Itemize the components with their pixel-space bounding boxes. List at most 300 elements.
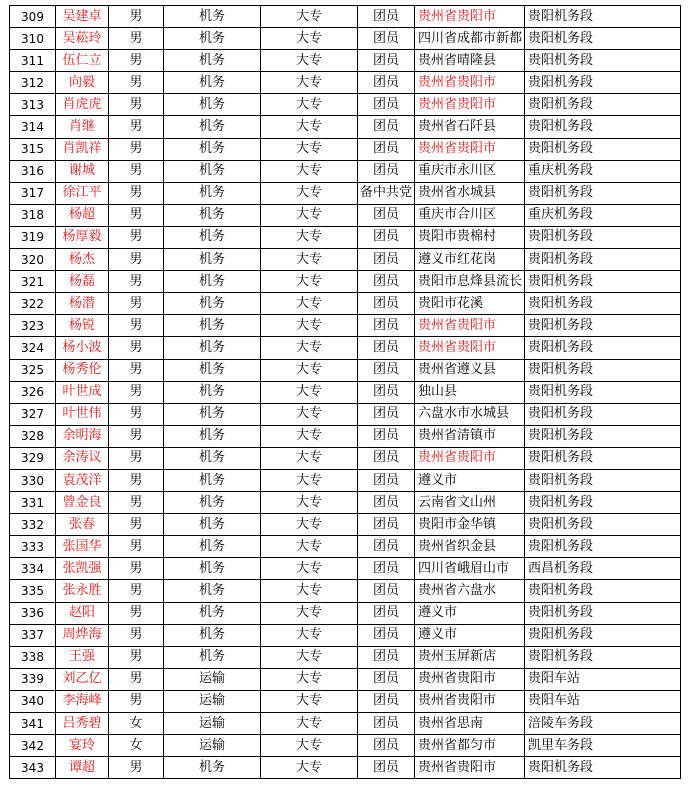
origin-cell: 贵州省六盘水 [415, 580, 525, 602]
table-row [10, 403, 681, 425]
education-cell: 大专 [261, 690, 358, 712]
origin-cell: 贵州玉屏新店 [415, 646, 525, 668]
major-cell: 机务 [164, 271, 261, 293]
gender-cell: 男 [109, 381, 164, 403]
political-status-cell: 团员 [358, 204, 415, 226]
origin-cell: 重庆市合川区 [415, 204, 525, 226]
major-cell: 运输 [164, 668, 261, 690]
name-cell: 肖虎虎 [56, 94, 109, 116]
row-number-cell: 323 [10, 315, 56, 337]
major-cell: 机务 [164, 337, 261, 359]
name-cell: 张国华 [56, 536, 109, 558]
table-row [10, 182, 681, 204]
row-number-cell: 329 [10, 447, 56, 469]
name-cell: 赵阳 [56, 602, 109, 624]
origin-cell: 贵州省遵义县 [415, 359, 525, 381]
origin-cell: 四川省成都市新都 [415, 28, 525, 50]
political-status-cell: 团员 [358, 293, 415, 315]
row-number-cell: 334 [10, 558, 56, 580]
political-status-cell: 团员 [358, 602, 415, 624]
assigned-unit-cell: 贵阳机务段 [525, 116, 681, 138]
table-row [10, 271, 681, 293]
major-cell: 机务 [164, 646, 261, 668]
name-cell: 周烨海 [56, 624, 109, 646]
education-cell: 大专 [261, 160, 358, 182]
gender-cell: 男 [109, 72, 164, 94]
origin-cell: 重庆市永川区 [415, 160, 525, 182]
assigned-unit-cell: 贵阳机务段 [525, 757, 681, 779]
major-cell: 机务 [164, 469, 261, 491]
name-cell: 杨锐 [56, 315, 109, 337]
major-cell: 机务 [164, 425, 261, 447]
name-cell: 曾金良 [56, 492, 109, 514]
gender-cell: 男 [109, 492, 164, 514]
origin-cell: 遵义市 [415, 469, 525, 491]
origin-cell: 贵阳市贵棉村 [415, 226, 525, 248]
origin-cell: 贵州省贵阳市 [415, 447, 525, 469]
gender-cell: 女 [109, 713, 164, 735]
education-cell: 大专 [261, 668, 358, 690]
major-cell: 机务 [164, 94, 261, 116]
major-cell: 机务 [164, 50, 261, 72]
gender-cell: 男 [109, 28, 164, 50]
gender-cell: 男 [109, 580, 164, 602]
table-row [10, 492, 681, 514]
row-number-cell: 325 [10, 359, 56, 381]
roster-table-body [10, 6, 681, 779]
row-number-cell: 317 [10, 182, 56, 204]
gender-cell: 男 [109, 668, 164, 690]
political-status-cell: 团员 [358, 381, 415, 403]
assigned-unit-cell: 贵阳机务段 [525, 182, 681, 204]
row-number-cell: 326 [10, 381, 56, 403]
political-status-cell: 团员 [358, 226, 415, 248]
major-cell: 运输 [164, 690, 261, 712]
assigned-unit-cell: 贵阳机务段 [525, 447, 681, 469]
row-number-cell: 324 [10, 337, 56, 359]
major-cell: 运输 [164, 735, 261, 757]
education-cell: 大专 [261, 403, 358, 425]
major-cell: 机务 [164, 315, 261, 337]
table-row [10, 646, 681, 668]
education-cell: 大专 [261, 425, 358, 447]
political-status-cell: 备中共党 [358, 182, 415, 204]
gender-cell: 男 [109, 160, 164, 182]
major-cell: 机务 [164, 204, 261, 226]
row-number-cell: 327 [10, 403, 56, 425]
name-cell: 吕秀碧 [56, 713, 109, 735]
gender-cell: 男 [109, 116, 164, 138]
name-cell: 杨磊 [56, 271, 109, 293]
political-status-cell: 团员 [358, 668, 415, 690]
origin-cell: 贵州省贵阳市 [415, 72, 525, 94]
major-cell: 机务 [164, 293, 261, 315]
gender-cell: 男 [109, 138, 164, 160]
table-row [10, 359, 681, 381]
table-row [10, 735, 681, 757]
table-row [10, 713, 681, 735]
education-cell: 大专 [261, 249, 358, 271]
row-number-cell: 310 [10, 28, 56, 50]
origin-cell: 贵州省贵阳市 [415, 690, 525, 712]
gender-cell: 男 [109, 271, 164, 293]
table-row [10, 757, 681, 779]
major-cell: 机务 [164, 580, 261, 602]
political-status-cell: 团员 [358, 624, 415, 646]
education-cell: 大专 [261, 646, 358, 668]
origin-cell: 六盘水市水城县 [415, 403, 525, 425]
political-status-cell: 团员 [358, 116, 415, 138]
education-cell: 大专 [261, 735, 358, 757]
assigned-unit-cell: 贵阳机务段 [525, 293, 681, 315]
row-number-cell: 312 [10, 72, 56, 94]
political-status-cell: 团员 [358, 580, 415, 602]
political-status-cell: 团员 [358, 514, 415, 536]
origin-cell: 贵州省贵阳市 [415, 315, 525, 337]
name-cell: 张永胜 [56, 580, 109, 602]
row-number-cell: 309 [10, 6, 56, 28]
table-row [10, 293, 681, 315]
gender-cell: 男 [109, 226, 164, 248]
gender-cell: 男 [109, 315, 164, 337]
name-cell: 宴玲 [56, 735, 109, 757]
assigned-unit-cell: 贵阳机务段 [525, 138, 681, 160]
major-cell: 运输 [164, 713, 261, 735]
gender-cell: 男 [109, 50, 164, 72]
row-number-cell: 318 [10, 204, 56, 226]
political-status-cell: 团员 [358, 646, 415, 668]
education-cell: 大专 [261, 116, 358, 138]
assigned-unit-cell: 贵阳机务段 [525, 72, 681, 94]
major-cell: 机务 [164, 28, 261, 50]
assigned-unit-cell: 贵阳机务段 [525, 249, 681, 271]
table-row [10, 116, 681, 138]
assigned-unit-cell: 贵阳机务段 [525, 425, 681, 447]
row-number-cell: 336 [10, 602, 56, 624]
education-cell: 大专 [261, 359, 358, 381]
assigned-unit-cell: 贵阳机务段 [525, 226, 681, 248]
education-cell: 大专 [261, 624, 358, 646]
name-cell: 肖凯祥 [56, 138, 109, 160]
education-cell: 大专 [261, 558, 358, 580]
origin-cell: 贵阳市息烽县流长 [415, 271, 525, 293]
education-cell: 大专 [261, 757, 358, 779]
political-status-cell: 团员 [358, 28, 415, 50]
row-number-cell: 316 [10, 160, 56, 182]
political-status-cell: 团员 [358, 249, 415, 271]
origin-cell: 贵州省贵阳市 [415, 6, 525, 28]
major-cell: 机务 [164, 536, 261, 558]
assigned-unit-cell: 贵阳机务段 [525, 624, 681, 646]
row-number-cell: 315 [10, 138, 56, 160]
origin-cell: 贵州省都匀市 [415, 735, 525, 757]
name-cell: 吴建卓 [56, 6, 109, 28]
education-cell: 大专 [261, 315, 358, 337]
row-number-cell: 311 [10, 50, 56, 72]
origin-cell: 贵州省石阡县 [415, 116, 525, 138]
political-status-cell: 团员 [358, 469, 415, 491]
origin-cell: 贵阳市花溪 [415, 293, 525, 315]
table-row [10, 469, 681, 491]
major-cell: 机务 [164, 624, 261, 646]
major-cell: 机务 [164, 359, 261, 381]
assigned-unit-cell: 贵阳机务段 [525, 28, 681, 50]
education-cell: 大专 [261, 381, 358, 403]
assigned-unit-cell: 贵阳机务段 [525, 403, 681, 425]
education-cell: 大专 [261, 138, 358, 160]
assigned-unit-cell: 贵阳机务段 [525, 6, 681, 28]
political-status-cell: 团员 [358, 492, 415, 514]
political-status-cell: 团员 [358, 558, 415, 580]
major-cell: 机务 [164, 6, 261, 28]
assigned-unit-cell: 贵阳机务段 [525, 359, 681, 381]
row-number-cell: 338 [10, 646, 56, 668]
political-status-cell: 团员 [358, 536, 415, 558]
education-cell: 大专 [261, 271, 358, 293]
major-cell: 机务 [164, 447, 261, 469]
gender-cell: 男 [109, 469, 164, 491]
assigned-unit-cell: 贵阳机务段 [525, 514, 681, 536]
name-cell: 余涛议 [56, 447, 109, 469]
row-number-cell: 331 [10, 492, 56, 514]
assigned-unit-cell: 贵阳机务段 [525, 315, 681, 337]
assigned-unit-cell: 贵阳车站 [525, 668, 681, 690]
major-cell: 机务 [164, 249, 261, 271]
table-row [10, 337, 681, 359]
education-cell: 大专 [261, 514, 358, 536]
political-status-cell: 团员 [358, 713, 415, 735]
row-number-cell: 340 [10, 690, 56, 712]
name-cell: 杨潜 [56, 293, 109, 315]
origin-cell: 贵州省贵阳市 [415, 668, 525, 690]
education-cell: 大专 [261, 204, 358, 226]
assigned-unit-cell: 贵阳机务段 [525, 50, 681, 72]
row-number-cell: 328 [10, 425, 56, 447]
table-row [10, 160, 681, 182]
row-number-cell: 337 [10, 624, 56, 646]
major-cell: 机务 [164, 492, 261, 514]
gender-cell: 男 [109, 337, 164, 359]
assigned-unit-cell: 重庆机务段 [525, 160, 681, 182]
major-cell: 机务 [164, 381, 261, 403]
political-status-cell: 团员 [358, 271, 415, 293]
row-number-cell: 322 [10, 293, 56, 315]
row-number-cell: 335 [10, 580, 56, 602]
gender-cell: 男 [109, 249, 164, 271]
table-row [10, 602, 681, 624]
origin-cell: 贵阳市金华镇 [415, 514, 525, 536]
origin-cell: 遵义市 [415, 602, 525, 624]
name-cell: 李海峰 [56, 690, 109, 712]
name-cell: 刘乙亿 [56, 668, 109, 690]
name-cell: 余明海 [56, 425, 109, 447]
origin-cell: 四川省峨眉山市 [415, 558, 525, 580]
major-cell: 机务 [164, 138, 261, 160]
political-status-cell: 团员 [358, 138, 415, 160]
education-cell: 大专 [261, 182, 358, 204]
assigned-unit-cell: 贵阳机务段 [525, 381, 681, 403]
gender-cell: 男 [109, 359, 164, 381]
education-cell: 大专 [261, 713, 358, 735]
gender-cell: 男 [109, 514, 164, 536]
origin-cell: 贵州省贵阳市 [415, 757, 525, 779]
table-row [10, 558, 681, 580]
table-row [10, 668, 681, 690]
education-cell: 大专 [261, 50, 358, 72]
row-number-cell: 320 [10, 249, 56, 271]
major-cell: 机务 [164, 72, 261, 94]
origin-cell: 遵义市 [415, 624, 525, 646]
major-cell: 机务 [164, 160, 261, 182]
table-row [10, 315, 681, 337]
name-cell: 袁茂洋 [56, 469, 109, 491]
assigned-unit-cell: 贵阳机务段 [525, 469, 681, 491]
row-number-cell: 314 [10, 116, 56, 138]
origin-cell: 贵州省贵阳市 [415, 138, 525, 160]
education-cell: 大专 [261, 226, 358, 248]
gender-cell: 男 [109, 624, 164, 646]
major-cell: 机务 [164, 514, 261, 536]
education-cell: 大专 [261, 337, 358, 359]
table-row [10, 28, 681, 50]
major-cell: 机务 [164, 116, 261, 138]
table-row [10, 690, 681, 712]
table-row [10, 138, 681, 160]
assigned-unit-cell: 贵阳机务段 [525, 271, 681, 293]
name-cell: 伍仁立 [56, 50, 109, 72]
education-cell: 大专 [261, 447, 358, 469]
name-cell: 杨厚毅 [56, 226, 109, 248]
gender-cell: 男 [109, 403, 164, 425]
political-status-cell: 团员 [358, 94, 415, 116]
education-cell: 大专 [261, 536, 358, 558]
major-cell: 机务 [164, 757, 261, 779]
political-status-cell: 团员 [358, 757, 415, 779]
table-row [10, 425, 681, 447]
assigned-unit-cell: 贵阳机务段 [525, 536, 681, 558]
gender-cell: 男 [109, 204, 164, 226]
gender-cell: 男 [109, 690, 164, 712]
education-cell: 大专 [261, 580, 358, 602]
row-number-cell: 321 [10, 271, 56, 293]
political-status-cell: 团员 [358, 160, 415, 182]
education-cell: 大专 [261, 492, 358, 514]
name-cell: 叶世成 [56, 381, 109, 403]
gender-cell: 男 [109, 536, 164, 558]
name-cell: 吴菘玲 [56, 28, 109, 50]
assigned-unit-cell: 贵阳机务段 [525, 94, 681, 116]
table-row [10, 447, 681, 469]
gender-cell: 男 [109, 447, 164, 469]
education-cell: 大专 [261, 6, 358, 28]
assigned-unit-cell: 贵阳车站 [525, 690, 681, 712]
major-cell: 机务 [164, 403, 261, 425]
row-number-cell: 332 [10, 514, 56, 536]
origin-cell: 贵州省思南 [415, 713, 525, 735]
name-cell: 谭超 [56, 757, 109, 779]
row-number-cell: 313 [10, 94, 56, 116]
gender-cell: 男 [109, 6, 164, 28]
education-cell: 大专 [261, 28, 358, 50]
name-cell: 杨超 [56, 204, 109, 226]
table-row [10, 249, 681, 271]
assigned-unit-cell: 贵阳机务段 [525, 646, 681, 668]
name-cell: 张春 [56, 514, 109, 536]
origin-cell: 贵州省水城县 [415, 182, 525, 204]
name-cell: 张凯强 [56, 558, 109, 580]
name-cell: 徐江平 [56, 182, 109, 204]
gender-cell: 女 [109, 735, 164, 757]
gender-cell: 男 [109, 646, 164, 668]
origin-cell: 遵义市红花岗 [415, 249, 525, 271]
name-cell: 肖继 [56, 116, 109, 138]
origin-cell: 独山县 [415, 381, 525, 403]
table-row [10, 536, 681, 558]
assigned-unit-cell: 重庆机务段 [525, 204, 681, 226]
political-status-cell: 团员 [358, 735, 415, 757]
political-status-cell: 团员 [358, 403, 415, 425]
assigned-unit-cell: 贵阳机务段 [525, 492, 681, 514]
political-status-cell: 团员 [358, 690, 415, 712]
origin-cell: 贵州省晴隆县 [415, 50, 525, 72]
table-row [10, 72, 681, 94]
political-status-cell: 团员 [358, 50, 415, 72]
education-cell: 大专 [261, 469, 358, 491]
political-status-cell: 团员 [358, 447, 415, 469]
row-number-cell: 341 [10, 713, 56, 735]
name-cell: 向毅 [56, 72, 109, 94]
name-cell: 王强 [56, 646, 109, 668]
name-cell: 杨杰 [56, 249, 109, 271]
political-status-cell: 团员 [358, 425, 415, 447]
table-row [10, 204, 681, 226]
assigned-unit-cell: 贵阳机务段 [525, 337, 681, 359]
origin-cell: 云南省文山州 [415, 492, 525, 514]
table-row [10, 226, 681, 248]
row-number-cell: 343 [10, 757, 56, 779]
roster-table [9, 5, 681, 779]
political-status-cell: 团员 [358, 6, 415, 28]
origin-cell: 贵州省贵阳市 [415, 337, 525, 359]
assigned-unit-cell: 凯里车务段 [525, 735, 681, 757]
origin-cell: 贵州省织金县 [415, 536, 525, 558]
table-row [10, 381, 681, 403]
major-cell: 机务 [164, 182, 261, 204]
row-number-cell: 330 [10, 469, 56, 491]
education-cell: 大专 [261, 293, 358, 315]
political-status-cell: 团员 [358, 337, 415, 359]
gender-cell: 男 [109, 602, 164, 624]
assigned-unit-cell: 贵阳机务段 [525, 602, 681, 624]
name-cell: 谢城 [56, 160, 109, 182]
political-status-cell: 团员 [358, 72, 415, 94]
assigned-unit-cell: 涪陵车务段 [525, 713, 681, 735]
gender-cell: 男 [109, 757, 164, 779]
education-cell: 大专 [261, 94, 358, 116]
name-cell: 杨秀伦 [56, 359, 109, 381]
gender-cell: 男 [109, 293, 164, 315]
table-row [10, 624, 681, 646]
table-row [10, 514, 681, 536]
assigned-unit-cell: 贵阳机务段 [525, 580, 681, 602]
name-cell: 杨小波 [56, 337, 109, 359]
table-row [10, 6, 681, 28]
row-number-cell: 319 [10, 226, 56, 248]
name-cell: 叶世伟 [56, 403, 109, 425]
origin-cell: 贵州省清镇市 [415, 425, 525, 447]
gender-cell: 男 [109, 94, 164, 116]
major-cell: 机务 [164, 602, 261, 624]
